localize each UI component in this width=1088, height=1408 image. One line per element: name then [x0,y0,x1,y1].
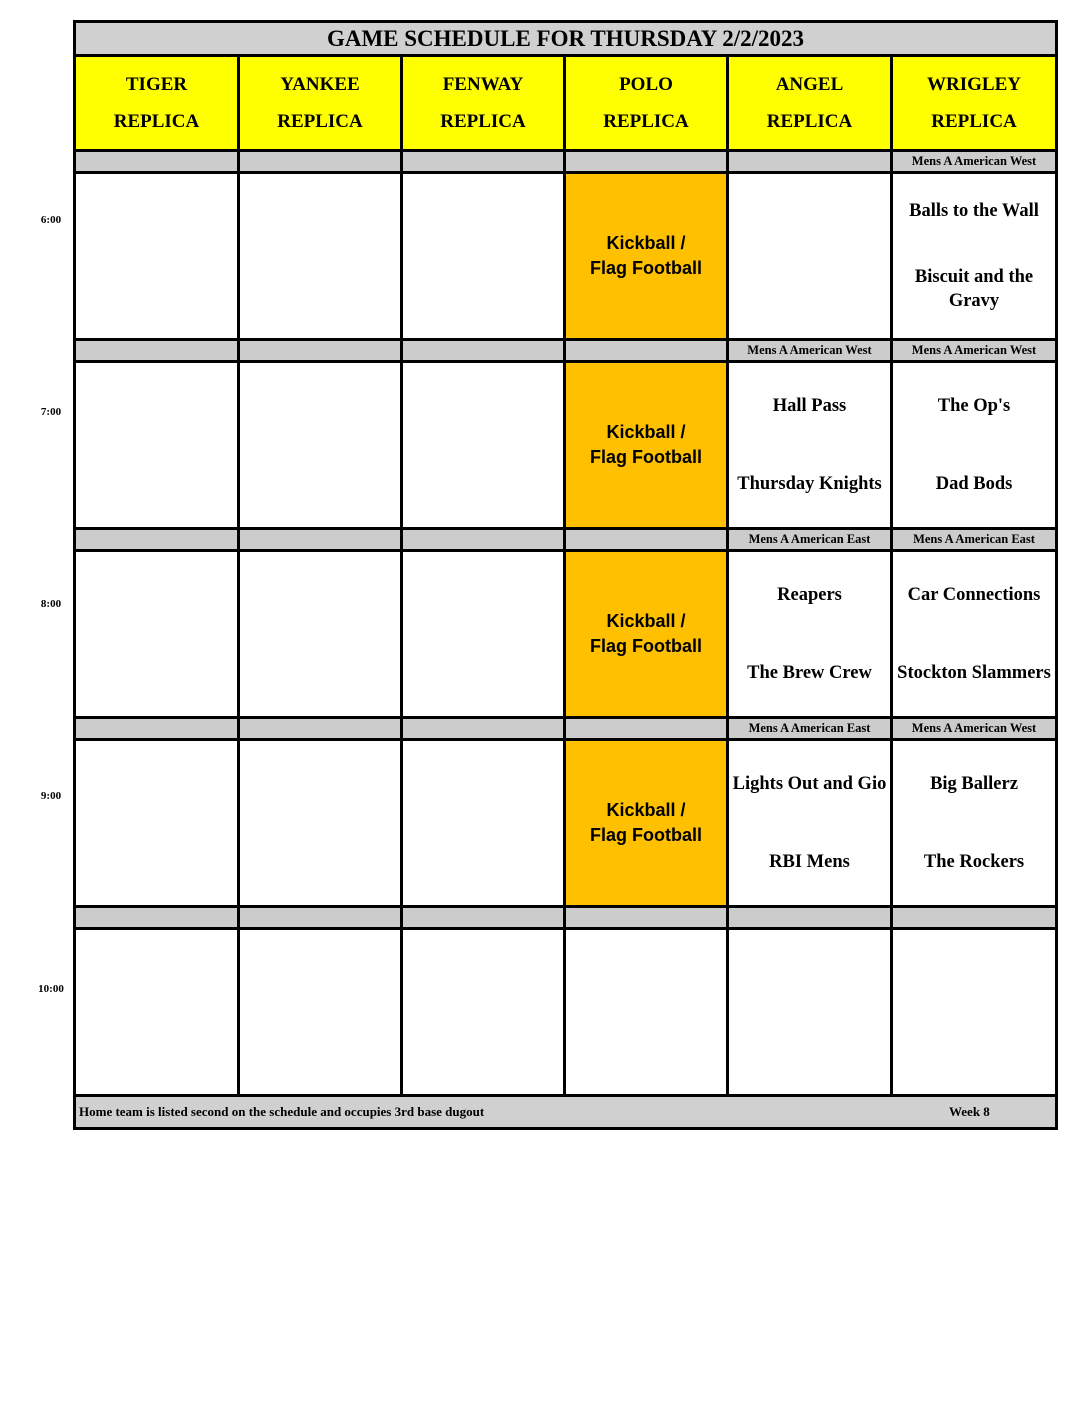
division-cell [239,529,402,551]
division-label-angel-9: Mens A American East [728,718,892,740]
division-cell [239,340,402,362]
division-label-angel-7: Mens A American West [728,340,892,362]
empty-slot [75,929,239,1096]
empty-slot [75,362,239,529]
game-wrigley-9 [892,740,1057,907]
division-cell [402,718,565,740]
kickball-block-7: Kickball / Flag Football [565,362,728,529]
home-team: Biscuit and the Gravy [914,267,1034,311]
division-cell [402,907,565,929]
game-angel-8 [728,551,892,718]
game-angel-6 [728,173,892,340]
division-cell [565,907,728,929]
field-header-yankee: YANKEE REPLICA [239,56,402,151]
empty-slot [239,173,402,340]
division-cell [565,151,728,173]
division-cell [402,151,565,173]
empty-slot [728,929,892,1096]
away-team: Balls to the Wall [909,201,1039,221]
empty-slot [239,551,402,718]
schedule-title: GAME SCHEDULE FOR THURSDAY 2/2/2023 [75,22,1057,56]
home-team: Dad Bods [935,474,1013,494]
division-cell [728,907,892,929]
time-label-6: 6:00 [40,214,62,226]
empty-slot [75,173,239,340]
away-team: Big Ballerz [930,774,1018,794]
field-header-polo: POLO REPLICA [565,56,728,151]
footer-bar [75,1096,1057,1129]
empty-slot [402,929,565,1096]
away-team: Hall Pass [772,396,847,416]
home-team: The Brew Crew [747,663,872,683]
division-cell [402,529,565,551]
game-wrigley-7 [892,362,1057,529]
game-wrigley-8 [892,551,1057,718]
division-cell [892,907,1057,929]
empty-slot [402,362,565,529]
field-header-wrigley: WRIGLEY REPLICA [892,56,1057,151]
footer-note: Home team is listed second on the schedule and occupies 3rd base dugout [79,1104,485,1119]
away-team: Reapers [777,585,842,605]
empty-slot [565,929,728,1096]
kickball-block-9: Kickball / Flag Football [565,740,728,907]
home-team: Stockton Slammers [897,663,1051,683]
home-team: The Rockers [923,852,1025,872]
division-label-wrigley-7: Mens A American West [892,340,1057,362]
division-cell [75,340,239,362]
division-cell [565,340,728,362]
field-header-fenway: FENWAY REPLICA [402,56,565,151]
time-label-7: 7:00 [40,406,62,418]
time-label-9: 9:00 [40,790,62,802]
division-cell [75,718,239,740]
time-label-10: 10:00 [38,983,64,995]
empty-slot [239,740,402,907]
away-team: Lights Out and Gio [732,774,887,794]
field-header-tiger: TIGER REPLICA [75,56,239,151]
week-label: Week 8 [949,1104,990,1119]
empty-slot [402,173,565,340]
division-label-wrigley-9: Mens A American West [892,718,1057,740]
division-cell [239,718,402,740]
game-angel-7 [728,362,892,529]
empty-slot [75,740,239,907]
schedule-table [73,20,1058,1130]
empty-slot [75,551,239,718]
division-cell [75,151,239,173]
division-cell [75,907,239,929]
division-label-wrigley-8: Mens A American East [892,529,1057,551]
division-cell [565,529,728,551]
empty-slot [239,929,402,1096]
kickball-block-8: Kickball / Flag Football [565,551,728,718]
empty-slot [402,551,565,718]
division-cell [565,718,728,740]
kickball-block-6: Kickball / Flag Football [565,173,728,340]
division-label-angel-8: Mens A American East [728,529,892,551]
division-cell [239,907,402,929]
division-cell [75,529,239,551]
game-angel-9 [728,740,892,907]
empty-slot [892,929,1057,1096]
division-cell [239,151,402,173]
game-wrigley-6 [892,173,1057,340]
time-label-8: 8:00 [40,598,62,610]
empty-slot [239,362,402,529]
home-team: Thursday Knights [737,474,882,494]
field-header-angel: ANGEL REPLICA [728,56,892,151]
empty-slot [402,740,565,907]
division-label-wrigley-6: Mens A American West [892,151,1057,173]
division-label-angel-6 [728,151,892,173]
away-team: Car Connections [907,585,1041,605]
division-cell [402,340,565,362]
away-team: The Op's [937,396,1011,416]
home-team: RBI Mens [769,852,850,872]
